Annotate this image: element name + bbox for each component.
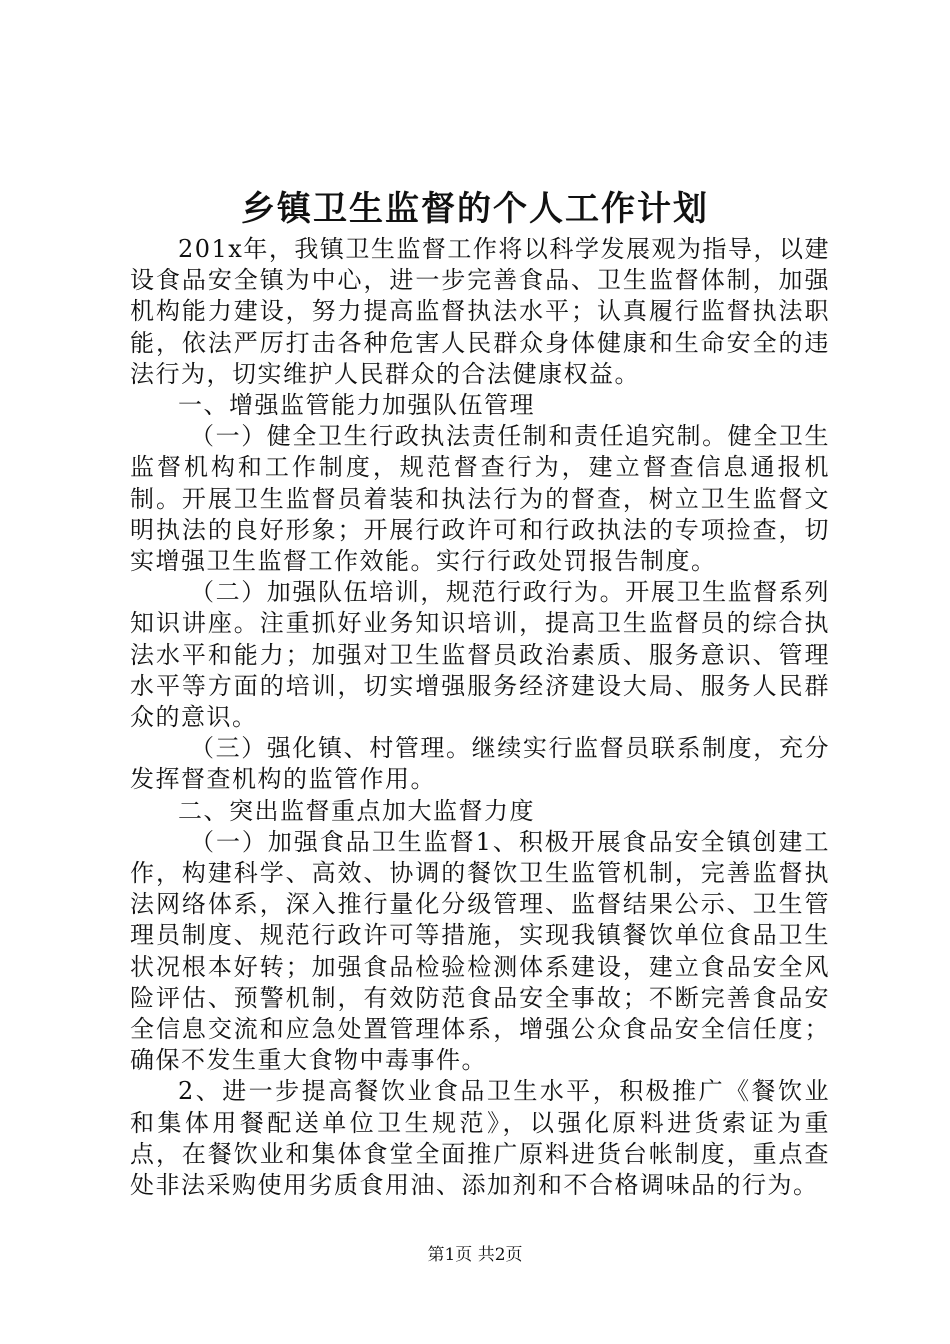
subsection-1-1: （一）健全卫生行政执法责任制和责任追究制。健全卫生监督机构和工作制度，规范督查行为，建立督查信息通报机制。开展卫生监督员着装和执法行为的督查，树立卫生监督文明执法的良好形象；开展行政许可和行政执法的专项捡查，切实增强卫生监督工作效能。实行行政处罚报告制度。 <box>130 422 830 576</box>
subsection-2-1-item-2: 2、进一步提高餐饮业食品卫生水平，积极推广《餐饮业和集体用餐配送单位卫生规范》，以强化原料进货索证为重点，在餐饮业和集体食堂全面推广原料进货台帐制度，重点查处非法采购使用劣质食用油、添加剂和不合格调味品的行为。 <box>130 1077 830 1200</box>
subsection-1-3: （三）强化镇、村管理。继续实行监督员联系制度，充分发挥督查机构的监管作用。 <box>130 734 830 794</box>
section-heading-1: 一、增强监管能力加强队伍管理 <box>178 391 535 420</box>
intro-paragraph: 201x年，我镇卫生监督工作将以科学发展观为指导，以建设食品安全镇为中心，进一步完善食品、卫生监督体制，加强机构能力建设，努力提高监督执法水平；认真履行监督执法职能，依法严厉打击各种危害人民群众身体健康和生命安全的违法行为，切实维护人民群众的合法健康权益。 <box>130 235 830 388</box>
subsection-1-2: （二）加强队伍培训，规范行政行为。开展卫生监督系列知识讲座。注重抓好业务知识培训，提高卫生监督员的综合执法水平和能力；加强对卫生监督员政治素质、服务意识、管理水平等方面的培训，切实增强服务经济建设大局、服务人民群众的意识。 <box>130 578 830 732</box>
document-title: 乡镇卫生监督的个人工作计划 <box>241 189 709 229</box>
subsection-2-1: （一）加强食品卫生监督1、积极开展食品安全镇创建工作，构建科学、高效、协调的餐饮卫生监管机制，完善监督执法网络体系，深入推行量化分级管理、监督结果公示、卫生管理员制度、规范行政许可等措施，实现我镇餐饮单位食品卫生状况根本好转；加强食品检验检测体系建设，建立食品安全风险评估、预警机制，有效防范食品安全事故；不断完善食品安全信息交流和应急处置管理体系，增强公众食品安全信任度；确保不发生重大食物中毒事件。 <box>130 827 830 1075</box>
section-heading-2: 二、突出监督重点加大监督力度 <box>178 796 535 825</box>
document-body <box>130 234 830 1201</box>
page-number: 第1页 共2页 <box>427 1245 523 1265</box>
